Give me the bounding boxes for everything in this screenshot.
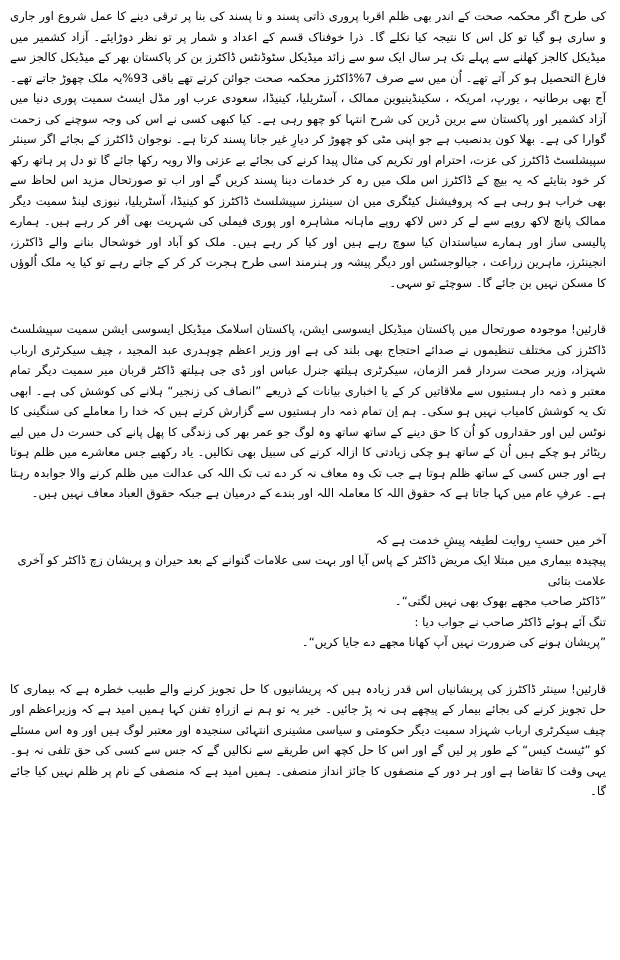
joke-setup: پیچیدہ بیماری میں مبتلا ایک مریض ڈاکٹر کے پاس آیا اور بہت سی علامات گنوانے کے بعد حیران و پریشان زچ ڈاکٹر کو آخری علامت بتائی (17, 553, 606, 588)
joke-intro: آخر میں حسبِ روایت لطیفہ پیشِ خدمت ہے کہ (375, 532, 606, 547)
joke-section (10, 530, 606, 653)
doctor-quote: ”پریشان ہونے کی ضرورت نہیں آپ کھانا مجھے دے جایا کریں“۔ (301, 635, 606, 649)
doctor-reply-intro: تنگ آئے ہوئے ڈاکٹر صاحب نے جواب دیا : (414, 614, 606, 629)
patient-quote: ”ڈاکٹر صاحب مجھے بھوک بھی نہیں لگتی“۔ (394, 594, 606, 608)
article-paragraph-brain-drain: کی طرح اگر محکمہ صحت کے اندر بھی ظلم اقربا پروری ذاتی پسند و نا پسند کی بنا پر ترقی دینے کا عمل شروع اور جاری و ساری ہو گیا تو کل اس کا نتیجہ کیا نکلے گا۔ ذرا خوفناک قسم کے اعداد و شمار پر تو نظر دوڑایئے۔ آزاد کشمیر میں میڈیکل کالجز کھلنے سے پہلے تک ہر سال ایک سو سے زائد میڈیکل سٹوڈنٹس ڈاکٹرز بن کر پاکستان بھر کے میڈیکل کالجز سے فارغ التحصیل ہو کر آتے تھے۔ اُن میں سے صرف 7%ڈاکٹرز محکمہ صحت جوائن کرتے تھے باقی 93%یہ ملک چھوڑ جاتے تھے۔ آج بھی برطانیہ ، یورپ، امریکہ ، سکینڈینیوین ممالک ، آسٹریلیا، کینیڈا، سعودی عرب اور مڈل ایسٹ سمیت پوری دنیا میں آزاد کشمیر اور پاکستان سے برین ڈرین کی شرح انتہا کو چھو رہی ہے۔ کیا کبھی کسی نے اس کی وجہ سوچنے کی زحمت گوارا کی ہے۔ بھلا کون بدنصیب ہے جو اپنی مٹی کو چھوڑ کر دیارِ غیر جانا پسند کرتا ہے۔ نوجوان ڈاکٹرز کے بجائے اگر سینئر سپیشلسٹ ڈاکٹرز کی عزت، احترام اور تکریم کی مثال پیدا کرنے کی بجائے بے عزتی والا رویہ رکھا جائے گا تو دل پر ہاتھ رکھ کر خود بتایئے کہ یہ بیچ کے ڈاکٹرز اس ملک میں رہ کر خدمات دینا پسند کریں گے اور اب تو صورتحال مزید اس لحاظ سے بھی خراب ہو رہی ہے کہ پروفیشنل کیٹگری میں ان سینئرز سپیشلسٹ ڈاکٹرز کو کینیڈا، آسٹریلیا، نیوزی لینڈ سمیت دیگر ممالک پانچ لاکھ روپے سے لے کر دس لاکھ روپے ماہانہ مشاہرہ اور پوری فیملی کی شہریت بھی آفر کر رہے ہیں۔ ہمارے پالیسی ساز اور ہمارے سیاستدان کیا سوچ رہے ہیں اور کیا کر رہے ہیں۔ ملک کو آباد اور خوشحال بنانے والے ڈاکٹرز، انجینئرز، ماہرین زراعت ، جیالوجسٹس اور دیگر پیشہ ور ہنرمند اسی طرح ہجرت کر کر کے جاتے رہے تو کیا یہ ملک اُلوؤں کا مسکن نہیں بن جائے گا۔ سوچئے تو سہی۔ (10, 9, 607, 290)
article-paragraph-appeal: قارئین! موجودہ صورتحال میں پاکستان میڈیکل ایسوسی ایشن، پاکستان اسلامک میڈیکل ایسوسی ایشن سمیت سپیشلسٹ ڈاکٹرز کی مختلف تنظیموں نے صدائے احتجاج بھی بلند کی ہے اور وزیر اعظم چوہدری عبد المجید ، چیف سیکرٹری ارباب شہزاد، وزیر صحت سردار قمر الزمان، سیکرٹری ہیلتھ جنرل عباس اور ڈی جی ہیلتھ ڈاکٹر قربان میر سمیت دیگر تمام معتبر و ذمہ دار ہستیوں سے ملاقاتیں کر کے یا اخباری بیانات کے ذریعے ”انصاف کی زنجیر“ ہلانے کی کوشش کی ہے۔ ابھی تک یہ کوشش کامیاب نہیں ہو سکی۔ ہم اِن تمام ذمہ دار ہستیوں سے گزارش کرتے ہیں کہ خدا را معاملے کی سنگینی کا نوٹس لیں اور حقداروں کو اُن کا حق دینے کے ساتھ ساتھ وہ لوگ جو عمر بھر کی زندگی کا پھل پانے کی حسرت دل میں لیے ریٹائر ہو چکے ہیں اُن کے ساتھ ہو چکی زیادتی کا ازالہ کرنے کی سبیل بھی نکالیں۔ یاد رکھیے جس معاشرے میں ظلم ہوتا ہے اور جس کسی کے ساتھ ظلم ہوتا ہے جب تک وہ معاف نہ کر دے تب تک اللہ کی عدالت میں ظلم کرنے والا جوابدہ رہتا ہے۔ عرفِ عام میں کہا جاتا ہے کہ حقوق اللہ کا معاملہ اللہ اور بندے کے درمیان ہے جبکہ حقوق العباد معاف نہیں ہیں۔ (10, 322, 606, 500)
article-paragraph-closing: قارئین! سینئر ڈاکٹرز کی پریشانیاں اس قدر زیادہ ہیں کہ پریشانیوں کا حل تجویز کرنے والے طبیب خطرہ ہے کہ بیماری کا حل تجویز کرنے کی بجائے بیمار کے پیچھے ہی نہ پڑ جائیں۔ خیر یہ تو ہم نے ازراہِ تفنن کہا ہمیں امید ہے کہ وزیراعظم اور چیف سیکرٹری ارباب شہزاد سمیت دیگر حکومتی و سیاسی مشینری انتہائی سنجیدہ اور معتبر لوگ ہیں اور وہ اس مسئلے کو ”ٹیسٹ کیس“ کے طور پر لیں گے اور اس کا حل کچھ اس طریقے سے نکالیں گے کہ جس سے کسی کی حق تلفی نہ ہو۔ یہی وقت کا تقاضا ہے اور ہر دور کے منصفوں کا جائز انداز منصفی۔ ہمیں امید ہے کہ منصفی کے نام پر ظلم نہیں کیا جائے گا۔ (10, 681, 606, 798)
